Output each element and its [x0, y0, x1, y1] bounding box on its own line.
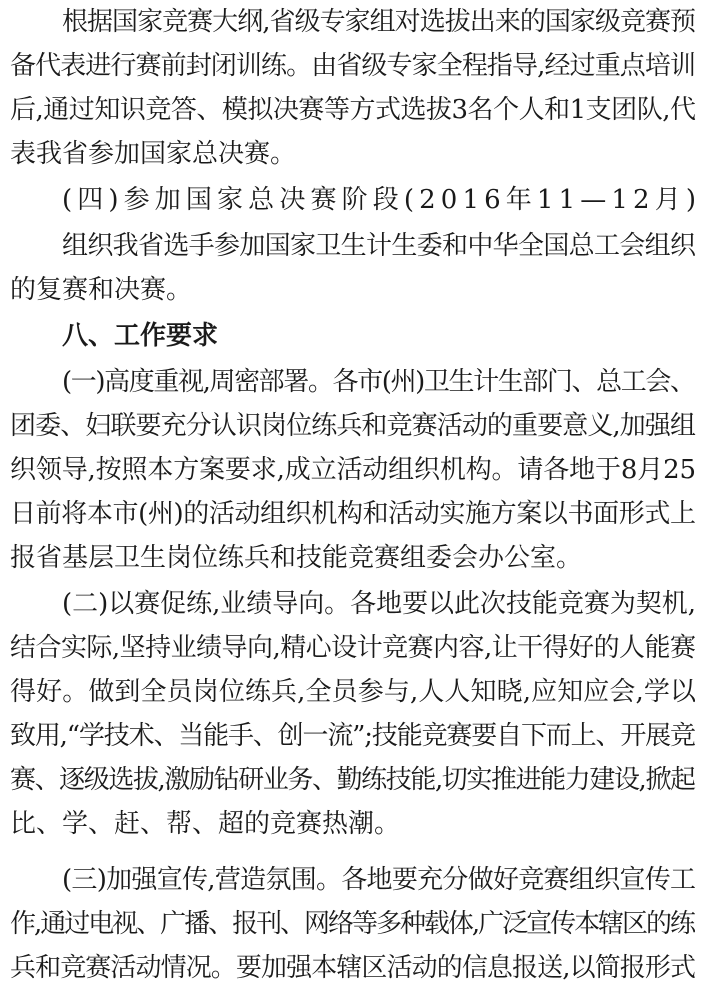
text-line-21: 作,通过电视、广播、报刊、网络等多种载体,广泛宣传本辖区的练	[10, 909, 694, 939]
text-line-22: 兵和竞赛活动情况。要加强本辖区活动的信息报送,以简报形式	[10, 953, 696, 983]
text-line-13: 报省基层卫生岗位练兵和技能竞赛组委会办公室。	[10, 543, 583, 573]
text-line-14: (二)以赛促练,业绩导向。各地要以此次技能竞赛为契机,	[62, 589, 696, 619]
text-line-20: (三)加强宣传,营造氛围。各地要充分做好竞赛组织宣传工	[62, 865, 696, 895]
text-line-16: 得好。做到全员岗位练兵,全员参与,人人知晓,应知应会,学以	[10, 677, 697, 707]
text-line-9: (一)高度重视,周密部署。各市(州)卫生计生部门、总工会、	[62, 367, 695, 397]
text-line-19: 比、学、赶、帮、超的竞赛热潮。	[10, 809, 401, 839]
text-line-6: 组织我省选手参加国家卫生计生委和中华全国总工会组织	[62, 231, 696, 261]
text-line-17: 致用,“学技术、当能手、创一流”;技能竞赛要自下而上、开展竞	[10, 721, 695, 751]
text-line-11: 织领导,按照本方案要求,成立活动组织机构。请各地于8月25	[10, 455, 696, 485]
section-heading-8: 八、工作要求	[62, 321, 219, 351]
text-line-10: 团委、妇联要充分认识岗位练兵和竞赛活动的重要意义,加强组	[10, 411, 696, 441]
text-line-15: 结合实际,坚持业绩导向,精心设计竞赛内容,让干得好的人能赛	[10, 633, 696, 663]
text-line-1: 根据国家竞赛大纲,省级专家组对选拔出来的国家级竞赛预	[62, 7, 696, 37]
text-line-7: 的复赛和决赛。	[10, 275, 193, 305]
text-line-18: 赛、逐级选拔,激励钻研业务、勤练技能,切实推进能力建设,掀起	[10, 765, 695, 795]
text-line-2: 备代表进行赛前封闭训练。由省级专家全程指导,经过重点培训	[10, 51, 696, 81]
text-line-4: 表我省参加国家总决赛。	[10, 139, 297, 169]
text-line-3: 后,通过知识竞答、模拟决赛等方式选拔3名个人和1支团队,代	[10, 95, 696, 125]
text-line-12: 日前将本市(州)的活动组织机构和活动实施方案以书面形式上	[10, 499, 696, 529]
section-heading-4: (四)参加国家总决赛阶段(2016年11—12月)	[62, 185, 702, 215]
